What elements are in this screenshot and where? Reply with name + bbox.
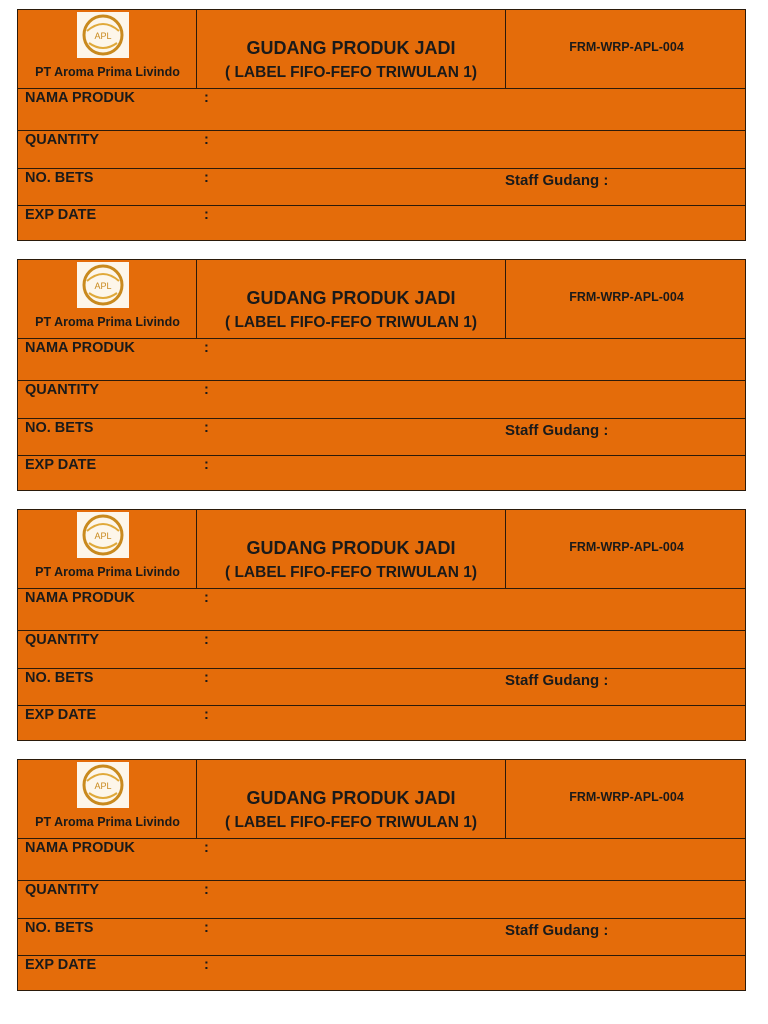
field-label: EXP DATE [25, 957, 97, 973]
logo-cell [18, 260, 197, 338]
label-subtitle: ( LABEL FIFO-FEFO TRIWULAN 1) [225, 314, 477, 331]
field-colon: : [204, 382, 209, 398]
field-colon: : [204, 957, 209, 973]
warehouse-label-1 [17, 9, 746, 241]
field-label: EXP DATE [25, 457, 97, 473]
company-logo [77, 762, 129, 808]
field-label: NAMA PRODUK [25, 840, 135, 856]
field-row-exp-date [18, 955, 745, 991]
label-title: GUDANG PRODUK JADI [246, 788, 456, 808]
apl-logo-icon [81, 263, 125, 307]
field-label: QUANTITY [25, 632, 100, 648]
field-row-exp-date [18, 205, 745, 241]
field-row-quantity [18, 130, 745, 168]
field-row-no-bets [18, 168, 745, 205]
form-code-cell [506, 510, 747, 588]
company-logo [77, 512, 129, 558]
field-label: QUANTITY [25, 132, 100, 148]
field-colon: : [204, 670, 209, 686]
field-colon: : [204, 707, 209, 723]
staff-gudang-label: Staff Gudang : [505, 422, 609, 439]
warehouse-label-3 [17, 509, 746, 741]
logo-cell [18, 760, 197, 838]
field-row-quantity [18, 880, 745, 918]
field-label: EXP DATE [25, 207, 97, 223]
company-name: PT Aroma Prima Livindo [35, 565, 180, 579]
field-row-no-bets [18, 918, 745, 955]
field-row-nama-produk [18, 338, 745, 380]
field-label: NO. BETS [25, 920, 94, 936]
label-title: GUDANG PRODUK JADI [246, 538, 456, 558]
field-colon: : [204, 420, 209, 436]
field-row-nama-produk [18, 838, 745, 880]
field-colon: : [204, 457, 209, 473]
field-colon: : [204, 207, 209, 223]
form-code-cell [506, 760, 747, 838]
field-label: NO. BETS [25, 420, 94, 436]
logo-cell [18, 10, 197, 88]
field-label: NAMA PRODUK [25, 340, 135, 356]
field-colon: : [204, 840, 209, 856]
field-colon: : [204, 590, 209, 606]
company-name: PT Aroma Prima Livindo [35, 815, 180, 829]
form-code-cell [506, 10, 747, 88]
field-row-no-bets [18, 668, 745, 705]
field-label: EXP DATE [25, 707, 97, 723]
form-code: FRM-WRP-APL-004 [569, 540, 684, 554]
label-title: GUDANG PRODUK JADI [246, 288, 456, 308]
field-colon: : [204, 882, 209, 898]
field-label: NO. BETS [25, 170, 94, 186]
company-name: PT Aroma Prima Livindo [35, 315, 180, 329]
field-colon: : [204, 340, 209, 356]
field-row-exp-date [18, 705, 745, 741]
field-label: NAMA PRODUK [25, 590, 135, 606]
label-subtitle: ( LABEL FIFO-FEFO TRIWULAN 1) [225, 814, 477, 831]
field-colon: : [204, 920, 209, 936]
warehouse-label-4 [17, 759, 746, 991]
field-row-no-bets [18, 418, 745, 455]
form-code: FRM-WRP-APL-004 [569, 40, 684, 54]
field-row-quantity [18, 380, 745, 418]
field-colon: : [204, 170, 209, 186]
apl-logo-icon [81, 513, 125, 557]
logo-cell [18, 510, 197, 588]
field-colon: : [204, 632, 209, 648]
staff-gudang-label: Staff Gudang : [505, 172, 609, 189]
field-row-exp-date [18, 455, 745, 491]
logo-text: APL [94, 281, 112, 291]
logo-text: APL [94, 31, 112, 41]
apl-logo-icon [81, 13, 125, 57]
field-label: QUANTITY [25, 382, 100, 398]
title-cell [197, 260, 506, 338]
apl-logo-icon [81, 763, 125, 807]
field-label: QUANTITY [25, 882, 100, 898]
warehouse-label-2 [17, 259, 746, 491]
company-logo [77, 12, 129, 58]
field-row-nama-produk [18, 588, 745, 630]
field-colon: : [204, 132, 209, 148]
field-row-nama-produk [18, 88, 745, 130]
form-code-cell [506, 260, 747, 338]
form-code: FRM-WRP-APL-004 [569, 790, 684, 804]
title-cell [197, 760, 506, 838]
logo-text: APL [94, 531, 112, 541]
title-cell [197, 510, 506, 588]
logo-text: APL [94, 781, 112, 791]
company-logo [77, 262, 129, 308]
field-label: NAMA PRODUK [25, 90, 135, 106]
form-code: FRM-WRP-APL-004 [569, 290, 684, 304]
label-title: GUDANG PRODUK JADI [246, 38, 456, 58]
label-subtitle: ( LABEL FIFO-FEFO TRIWULAN 1) [225, 564, 477, 581]
field-colon: : [204, 90, 209, 106]
company-name: PT Aroma Prima Livindo [35, 65, 180, 79]
field-row-quantity [18, 630, 745, 668]
label-subtitle: ( LABEL FIFO-FEFO TRIWULAN 1) [225, 64, 477, 81]
staff-gudang-label: Staff Gudang : [505, 672, 609, 689]
staff-gudang-label: Staff Gudang : [505, 922, 609, 939]
title-cell [197, 10, 506, 88]
field-label: NO. BETS [25, 670, 94, 686]
